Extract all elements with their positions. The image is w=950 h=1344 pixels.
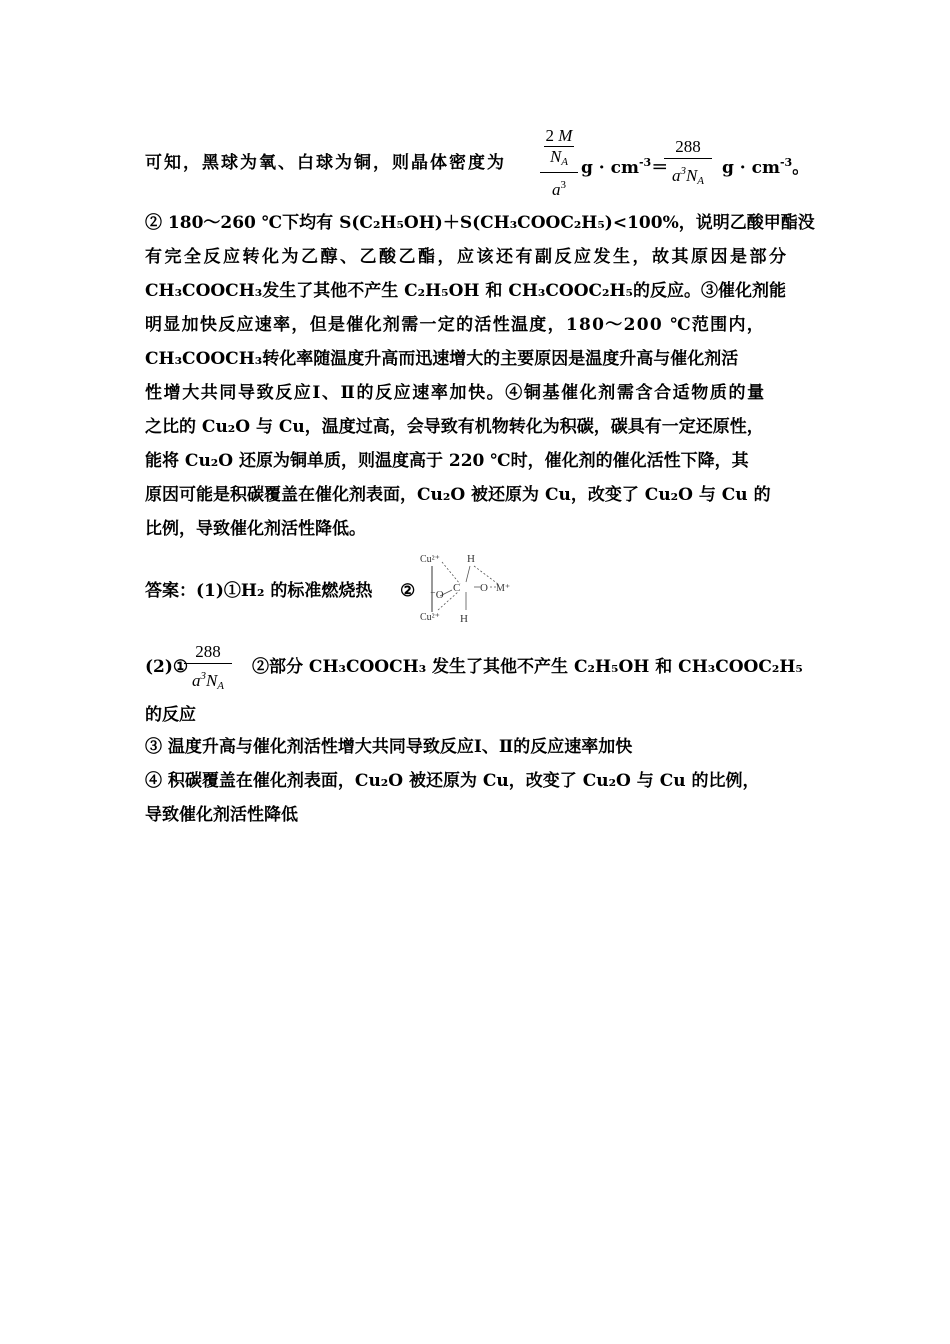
cu-bottom-label: Cu²⁺ <box>420 612 440 623</box>
para2-line-10: 比例，导致催化剂活性降低。 <box>145 519 366 539</box>
density-text: 可知，黑球为氧、白球为铜，则晶体密度为 <box>145 153 506 173</box>
frac1-inner-n: N <box>549 147 562 166</box>
answer-line-4: ④ 积碳覆盖在催化剂表面，Cu₂O 被还原为 Cu，改变了 Cu₂O 与 Cu 的比例， <box>145 771 760 791</box>
para2-line-8: 能将 Cu₂O 还原为铜单质，则温度高于 220 ℃时，催化剂的催化活性下降，其 <box>145 451 749 471</box>
c-label: C <box>453 582 461 594</box>
answer-frac-num: 288 <box>195 642 221 661</box>
para2-line-4: 明显加快反应速率，但是催化剂需一定的活性温度，180～200 ℃范围内， <box>145 315 766 335</box>
answer-density-fraction: 288 $a^3N_A$ <box>184 641 232 698</box>
para2-line-2: 有完全反应转化为乙醇、乙酸乙酯，应该还有副反应发生，故其原因是部分 <box>145 247 789 267</box>
frac1-num-m: M <box>558 126 573 145</box>
m-label: M⁺ <box>496 583 511 594</box>
frac1-inner-sub: A <box>561 156 569 168</box>
density-line <box>145 152 506 174</box>
para2-line-5: CH₃COOCH₃转化率随温度升高而迅速增大的主要原因是温度升高与催化剂活 <box>145 349 739 369</box>
adsorption-structure-diagram <box>418 550 518 626</box>
density-fraction-1 <box>540 126 578 202</box>
answer-line-3: ③ 温度升高与催化剂活性增大共同导致反应Ⅰ、Ⅱ的反应速率加快 <box>145 737 633 757</box>
frac1-num-coef: 2 <box>545 126 555 145</box>
equals-sign: ＝ <box>651 158 669 178</box>
frac1-den-a: a <box>552 180 561 199</box>
answer-part2-prefix: (2)① <box>145 657 189 677</box>
frac2-num: 288 <box>675 137 701 156</box>
frac1-den-sup: 3 <box>560 179 566 191</box>
o-right-label: O <box>480 582 488 594</box>
unit-2: $g \cdot cm^{-3}$。 <box>722 156 810 178</box>
answer-line-react: 的反应 <box>145 705 196 725</box>
para2-line-3: CH₃COOCH₃发生了其他不产生 C₂H₅OH 和 CH₃COOC₂H₅的反应。③催化剂能 <box>145 281 787 301</box>
answer-part2-rest: ②部分 CH₃COOCH₃ 发生了其他不产生 C₂H₅OH 和 CH₃COOC₂H₅ <box>252 657 803 677</box>
para2-line-1: ② 180～260 ℃下均有 S(C₂H₅OH)＋S(CH₃COOC₂H₅)<100%，说明乙酸甲酯没 <box>145 213 815 233</box>
h-top-label: H <box>467 553 475 565</box>
cu-top-label: Cu²⁺ <box>420 554 440 565</box>
o-left-label: ⁻O <box>430 589 444 601</box>
density-fraction-2: 288 $a^3N_A$ <box>664 136 712 193</box>
answer-line-5: 导致催化剂活性降低 <box>145 805 298 825</box>
unit-1: $g \cdot cm^{-3}=$ <box>581 156 669 178</box>
para2-line-7: 之比的 Cu₂O 与 Cu，温度过高，会导致有机物转化为积碳，碳具有一定还原性， <box>145 417 764 437</box>
answer-circle-2: ② <box>400 581 416 601</box>
answer-label: 答案：(1)①H₂ 的标准燃烧热 <box>145 581 373 601</box>
h-bottom-label: H <box>460 613 468 625</box>
para2-line-6: 性增大共同导致反应Ⅰ、Ⅱ的反应速率加快。④铜基催化剂需含合适物质的量 <box>145 383 766 403</box>
para2-line-9: 原因可能是积碳覆盖在催化剂表面，Cu₂O 被还原为 Cu，改变了 Cu₂O 与 Cu 的 <box>145 485 771 505</box>
